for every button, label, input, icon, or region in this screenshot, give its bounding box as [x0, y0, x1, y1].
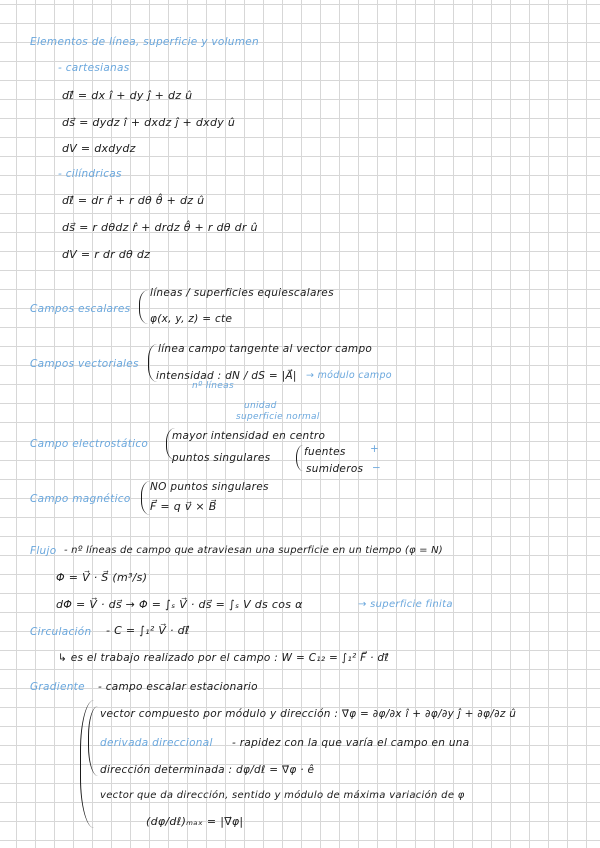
cart-ds-formula: ds⃗ = dydz î + dxdz ĵ + dxdy û: [62, 116, 236, 129]
flujo-superficie-finita: → superficie finita: [358, 599, 453, 610]
circulacion-formula: - C = ∫₁² V⃗ · dℓ⃗: [106, 624, 190, 637]
cil-ds-formula: ds⃗ = r dθdz r̂ + drdz θ̂ + r dθ dr û: [62, 221, 258, 234]
gradiente-maximo-formula: (dφ/dℓ)ₘₐₓ = |∇⃗φ|: [146, 815, 244, 828]
cil-dv-formula: dV = r dr dθ dz: [62, 248, 151, 261]
escalares-line2: φ(x, y, z) = cte: [150, 313, 233, 325]
campo-magnetico-heading: Campo magnético: [30, 493, 131, 505]
electro-sumideros-sign: −: [372, 462, 382, 474]
cilindricas-heading: - cilíndricas: [58, 168, 122, 180]
flujo-heading: Flujo: [30, 545, 57, 557]
circulacion-trabajo: ↳ es el trabajo realizado por el campo : W = C₁₂ = ∫₁² F⃗ · dℓ⃗: [58, 652, 390, 664]
gradiente-derivada-direccional: derivada direccional: [100, 737, 213, 749]
cart-dl-formula: dℓ⃗ = dx î + dy ĵ + dz û: [62, 89, 193, 102]
escalares-line1: líneas / superficies equiescalares: [150, 287, 334, 299]
electro-fuentes-sign: +: [370, 443, 380, 455]
vectoriales-unidad: unidad: [244, 401, 277, 411]
flujo-definition: - nº líneas de campo que atraviesan una superficie en un tiempo (φ = N): [64, 545, 443, 556]
vectoriales-line1: línea campo tangente al vector campo: [158, 343, 373, 355]
campo-electrostatico-heading: Campo electrostático: [30, 438, 149, 450]
magnetico-line2: F⃗ = q v⃗ × B⃗: [150, 500, 217, 513]
brace-gradiente-inner: [88, 706, 99, 776]
gradiente-direccion: dirección determinada : dφ/dℓ = ∇⃗φ · ê: [100, 764, 315, 776]
electro-sumideros: sumideros: [306, 463, 364, 475]
brace-magnetico: [141, 481, 150, 515]
gradiente-definition: - campo escalar estacionario: [98, 681, 258, 693]
flujo-formula1: Φ = V⃗ · S⃗ (m³/s): [56, 571, 148, 584]
cil-dl-formula: dℓ⃗ = dr r̂ + r dθ θ̂ + dz û: [62, 194, 205, 207]
flujo-formula2: dΦ = V⃗ · ds⃗ → Φ = ∫ₛ V⃗ · ds⃗ = ∫ₛ V ds cos α: [56, 598, 303, 611]
cartesianas-heading: - cartesianas: [58, 62, 130, 74]
vectoriales-superficie-normal: superficie normal: [236, 412, 320, 422]
campos-vectoriales-heading: Campos vectoriales: [30, 358, 139, 370]
gradiente-vector-maximo: vector que da dirección, sentido y módulo de máxima variación de φ: [100, 790, 465, 801]
electro-fuentes: fuentes: [304, 446, 346, 458]
vectoriales-modulo: → módulo campo: [306, 370, 392, 381]
electro-line1: mayor intensidad en centro: [172, 430, 326, 442]
cart-dv-formula: dV = dxdydz: [62, 142, 136, 155]
gradiente-rapidez: - rapidez con la que varía el campo en una: [232, 737, 470, 749]
brace-escalares: [139, 290, 148, 324]
vectoriales-line2: intensidad : dN / dS = |A⃗|: [156, 370, 297, 382]
campos-escalares-heading: Campos escalares: [30, 303, 131, 315]
circulacion-heading: Circulación: [30, 626, 92, 638]
gradiente-heading: Gradiente: [30, 681, 85, 693]
brace-puntos: [296, 445, 303, 471]
electro-line2: puntos singulares: [172, 452, 271, 464]
title-elementos: Elementos de línea, superficie y volumen: [30, 36, 259, 48]
magnetico-line1: NO puntos singulares: [150, 481, 269, 493]
vectoriales-nlineas: nº líneas: [192, 381, 234, 391]
gradiente-line1: vector compuesto por módulo y dirección : ∇⃗φ = ∂φ/∂x î + ∂φ/∂y ĵ + ∂φ/∂z û: [100, 708, 517, 720]
